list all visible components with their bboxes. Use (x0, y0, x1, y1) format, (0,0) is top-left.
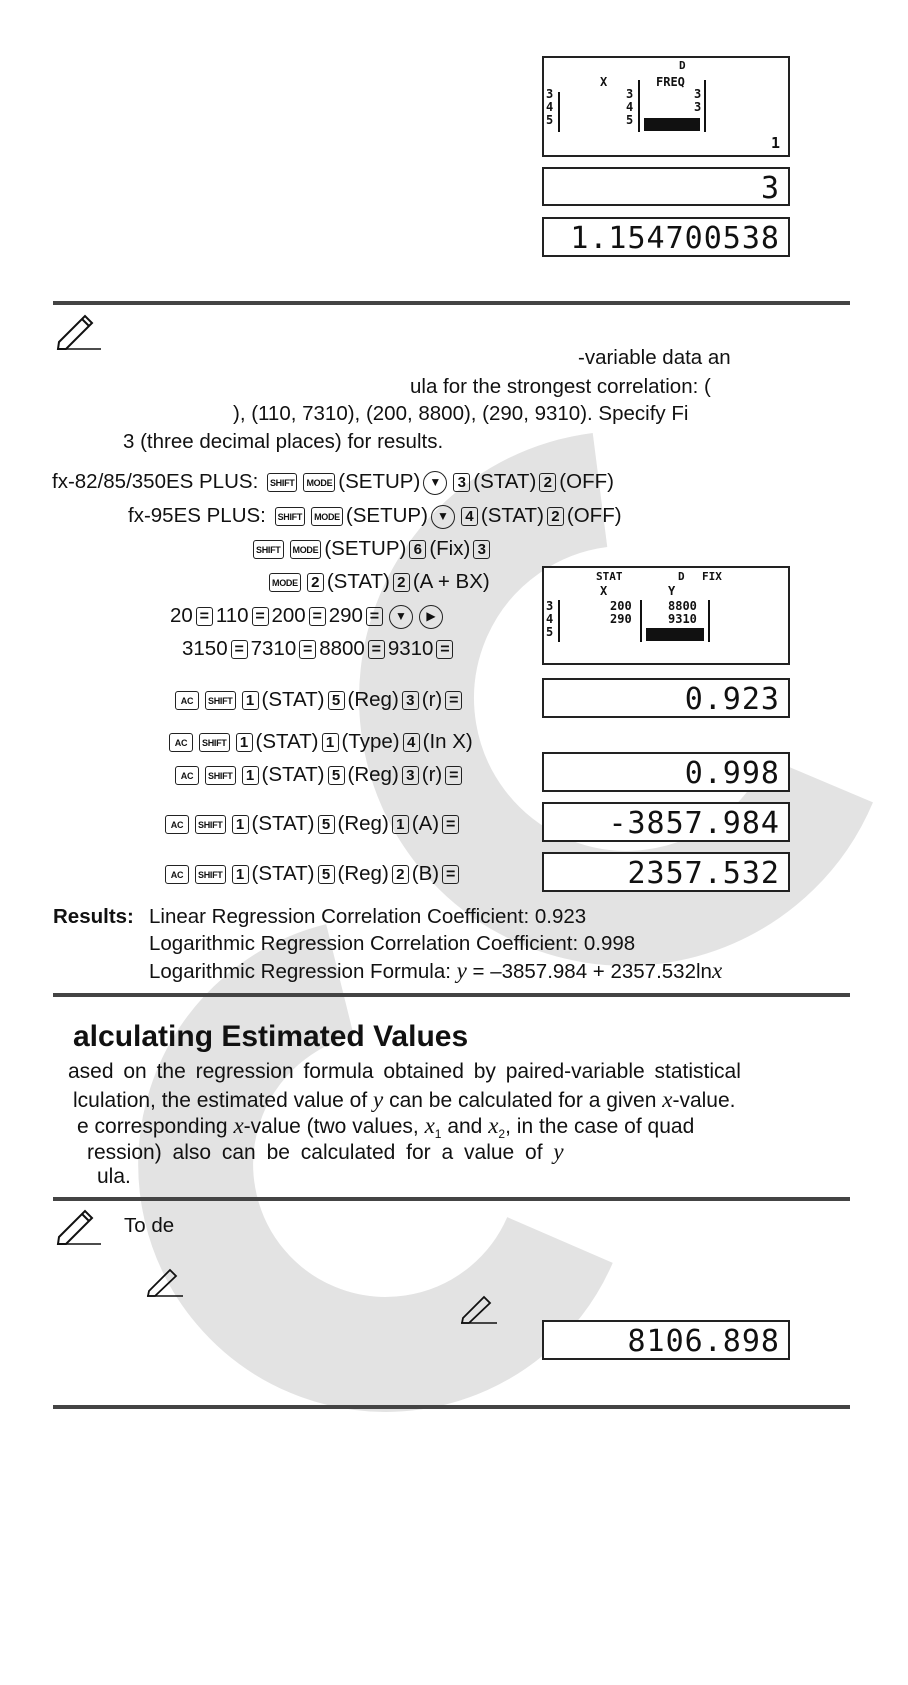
section-rule-1 (53, 301, 850, 305)
step-setup-fx95: fx-95ES PLUS: SHIFT MODE (SETUP) ▼ 4 (STAT) 2 (OFF) (128, 504, 622, 527)
result-formula: Logarithmic Regression Formula: y = –3857.984 + 2357.532lnx (149, 958, 723, 983)
pencil-icon (460, 1294, 498, 1324)
example2-text: To de (124, 1214, 175, 1237)
result-log: Logarithmic Regression Correlation Coefficient: 0.998 (149, 932, 636, 955)
pencil-icon (146, 1267, 184, 1297)
pencil-icon (55, 312, 103, 350)
ac-key: AC (165, 865, 189, 884)
stat-editor-screen (542, 56, 790, 157)
step-setup-fx82: fx-82/85/350ES PLUS: SHIFT MODE (SETUP) ▼ 3 (STAT) 2 (OFF) (52, 470, 614, 493)
down-arrow-icon: ▼ (423, 471, 447, 495)
shift-key: SHIFT (195, 865, 226, 884)
shift-key: SHIFT (275, 507, 306, 526)
display-coef-a: -3857.984 (542, 802, 790, 842)
example-line-2: ula for the strongest correlation: ( (410, 375, 711, 398)
step-log-r: AC SHIFT 1 (STAT) 5 (Reg) 3 (r) = (172, 763, 465, 787)
down-arrow-icon: ▼ (431, 505, 455, 529)
result-linear: Linear Regression Correlation Coefficient: 0.923 (149, 905, 587, 928)
mode-key: MODE (269, 573, 301, 592)
ac-key: AC (175, 691, 199, 710)
cursor-bar (644, 118, 700, 131)
section-para-line-4: ression) also can be calculated for a value of y (87, 1139, 564, 1164)
shift-key: SHIFT (205, 766, 236, 785)
right-arrow-icon: ▶ (419, 605, 443, 629)
column-x-label: X (600, 75, 608, 89)
step-enter-y: 3150 = 7310 = 8800 = 9310 = (182, 637, 456, 661)
step-fix: SHIFT MODE (SETUP) 6 (Fix) 3 (250, 537, 493, 561)
shift-key: SHIFT (199, 733, 230, 752)
display-freq-value: 3 (542, 167, 790, 206)
step-coef-a: AC SHIFT 1 (STAT) 5 (Reg) 1 (A) = (162, 812, 462, 836)
d-indicator: D (679, 59, 686, 72)
pencil-icon (55, 1207, 103, 1245)
ac-key: AC (165, 815, 189, 834)
shift-key: SHIFT (195, 815, 226, 834)
display-coef-b: 2357.532 (542, 852, 790, 892)
ac-key: AC (175, 766, 199, 785)
shift-key: SHIFT (267, 473, 298, 492)
section-heading: alculating Estimated Values (73, 1020, 469, 1053)
example-line-3: ), (110, 7310), (200, 8800), (290, 9310). Specify Fi (233, 402, 689, 425)
column-freq-label: FREQ (656, 75, 685, 89)
step-coef-b: AC SHIFT 1 (STAT) 5 (Reg) 2 (B) = (162, 862, 462, 886)
row-index: 1 (770, 134, 780, 152)
results-label: Results: (53, 905, 134, 928)
shift-key: SHIFT (253, 540, 284, 559)
x-values: 3 4 5 (626, 87, 634, 127)
mode-key: MODE (290, 540, 322, 559)
step-stat-mode: MODE 2 (STAT) 2 (A + BX) (266, 570, 490, 594)
stat-data-screen: STAT D FIX X Y 3 4 5 200 290 8800 9310 (542, 566, 790, 665)
freq-values: 3 3 (694, 87, 702, 114)
example-line-4: 3 (three decimal places) for results. (123, 430, 444, 453)
down-arrow-icon: ▼ (389, 605, 413, 629)
example-line-1: -variable data an (578, 346, 731, 369)
row-numbers: 3 4 5 (546, 87, 554, 127)
step-linear-r: AC SHIFT 1 (STAT) 5 (Reg) 3 (r) = (172, 688, 465, 712)
section-rule-2 (53, 993, 850, 997)
display-std-dev: 1.154700538 (542, 217, 790, 257)
step-type-lnx: AC SHIFT 1 (STAT) 1 (Type) 4 (In X) (166, 730, 473, 754)
display-log-r: 0.998 (542, 752, 790, 792)
shift-key: SHIFT (205, 691, 236, 710)
step-enter-x: 20 = 110 = 200 = 290 = ▼ ▶ (170, 604, 446, 629)
display-linear-r: 0.923 (542, 678, 790, 718)
section-rule-4 (53, 1405, 850, 1409)
section-para-line-2: lculation, the estimated value of y can be calculated for a given x-value. (73, 1087, 736, 1112)
section-para-line-5: ula. (97, 1165, 131, 1188)
mode-key: MODE (303, 473, 335, 492)
section-para-line-3: e corresponding x-value (two values, $x_1$ and $x_2$, in the case of quad (77, 1113, 695, 1142)
ac-key: AC (169, 733, 193, 752)
section-rule-3 (53, 1197, 850, 1201)
mode-key: MODE (311, 507, 343, 526)
section-para-line-1: ased on the regression formula obtained by paired-variable statistical (68, 1060, 741, 1083)
display-estimate: 8106.898 (542, 1320, 790, 1360)
